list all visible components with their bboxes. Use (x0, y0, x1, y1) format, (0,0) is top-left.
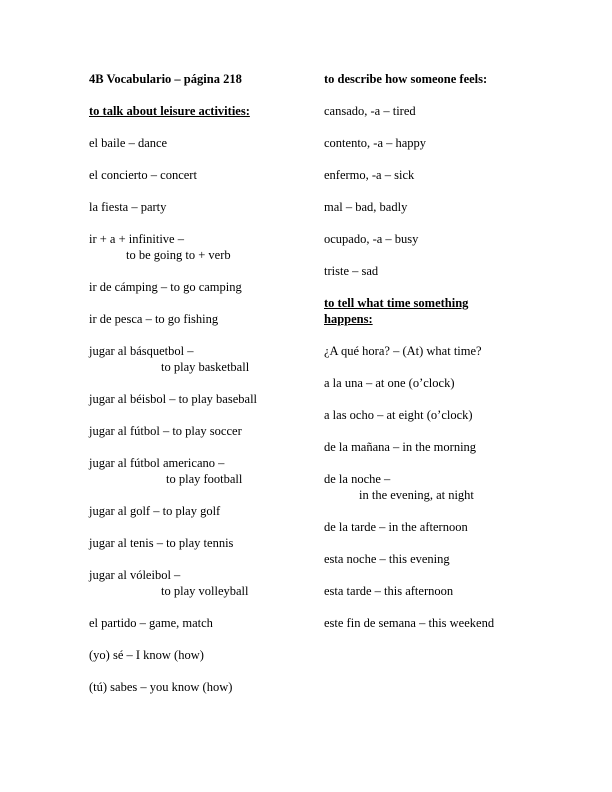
vocab-item: el concierto – concert (89, 168, 197, 182)
vocab-item-continuation: in the evening, at night (359, 488, 474, 502)
vocab-item: contento, -a – happy (324, 136, 427, 150)
vocab-item: de la mañana – in the morning (324, 440, 477, 454)
vocab-item: cansado, -a – tired (324, 104, 416, 118)
vocab-item-continuation: to play football (166, 472, 243, 486)
vocab-item: esta tarde – this afternoon (324, 584, 454, 598)
vocab-item: la fiesta – party (89, 200, 167, 214)
vocab-item: ocupado, -a – busy (324, 232, 419, 246)
vocab-item: de la tarde – in the afternoon (324, 520, 468, 534)
vocab-item-continuation: to play basketball (161, 360, 250, 374)
vocab-item: jugar al vóleibol – (89, 568, 181, 582)
vocab-item: el partido – game, match (89, 616, 213, 630)
vocab-item: esta noche – this evening (324, 552, 450, 566)
vocab-item: jugar al tenis – to play tennis (89, 536, 234, 550)
vocab-item: (tú) sabes – you know (how) (89, 680, 233, 694)
vocab-item: de la noche – (324, 472, 391, 486)
vocab-item: jugar al fútbol – to play soccer (89, 424, 242, 438)
left-column (89, 71, 314, 695)
vocab-item: ir + a + infinitive – (89, 232, 184, 246)
section-heading-time-continuation: happens: (324, 312, 373, 326)
vocab-item-continuation: to be going to + verb (126, 248, 231, 262)
page-title: 4B Vocabulario – página 218 (89, 72, 242, 86)
vocab-item: enfermo, -a – sick (324, 168, 415, 182)
vocab-item: ¿A qué hora? – (At) what time? (324, 344, 482, 358)
vocab-item-continuation: to play volleyball (161, 584, 249, 598)
vocab-item: este fin de semana – this weekend (324, 616, 495, 630)
vocab-item: jugar al golf – to play golf (89, 504, 221, 518)
vocab-item: jugar al fútbol americano – (89, 456, 225, 470)
vocab-item: a las ocho – at eight (o’clock) (324, 408, 473, 422)
vocab-item: mal – bad, badly (324, 200, 408, 214)
vocab-item: a la una – at one (o’clock) (324, 376, 455, 390)
vocab-item: (yo) sé – I know (how) (89, 648, 204, 662)
section-heading-leisure: to talk about leisure activities: (89, 104, 250, 118)
section-heading-time: to tell what time something (324, 296, 469, 310)
vocab-item: ir de cámping – to go camping (89, 280, 242, 294)
vocab-item: jugar al béisbol – to play baseball (89, 392, 258, 406)
right-column (324, 71, 584, 631)
vocab-item: jugar al básquetbol – (89, 344, 194, 358)
section-heading-feelings: to describe how someone feels: (324, 72, 488, 86)
vocab-item: triste – sad (324, 264, 379, 278)
vocab-item: ir de pesca – to go fishing (89, 312, 219, 326)
vocab-item: el baile – dance (89, 136, 168, 150)
